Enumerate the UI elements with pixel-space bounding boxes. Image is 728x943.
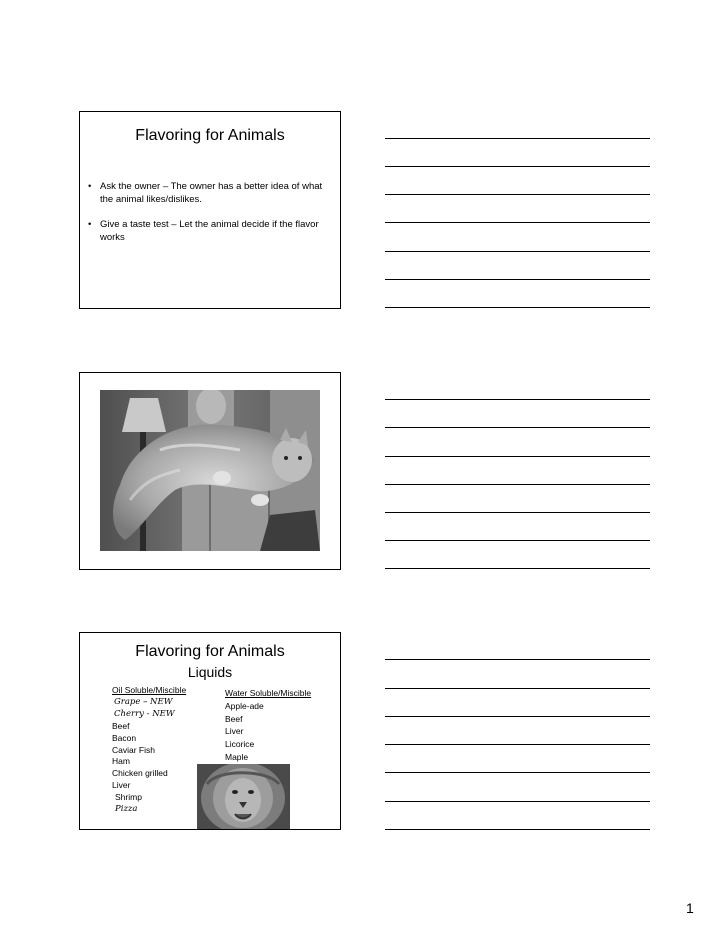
list-item: Shrimp (115, 792, 142, 803)
lion-photo-image (197, 764, 290, 829)
water-soluble-header: Water Soluble/Miscible (225, 688, 312, 698)
bullet-marker: • (88, 181, 92, 192)
note-line (385, 512, 650, 513)
slide-1-title: Flavoring for Animals (135, 127, 285, 144)
slide-2 (79, 372, 341, 570)
cat-photo (100, 390, 320, 551)
cat-photo-image (100, 390, 320, 551)
note-line (385, 399, 650, 400)
note-line (385, 801, 650, 802)
note-line (385, 222, 650, 223)
note-line (385, 307, 650, 308)
list-item: Maple (225, 751, 249, 762)
note-line (385, 659, 650, 660)
list-item: Grape – NEW (114, 696, 173, 707)
note-line (385, 194, 650, 195)
note-line (385, 484, 650, 485)
page-number: 1 (686, 900, 694, 916)
list-item: Ham (112, 756, 130, 767)
bullet-text: Give a taste test – Let the animal decide if the flavor works (100, 219, 319, 243)
oil-soluble-list (112, 685, 186, 816)
bullet-text: Ask the owner – The owner has a better idea of what the animal likes/dislikes. (100, 181, 323, 205)
note-line (385, 456, 650, 457)
list-item: Beef (112, 720, 130, 731)
bullet-item (88, 180, 336, 206)
bullet-item (88, 218, 336, 244)
note-line (385, 688, 650, 689)
list-item: Caviar Fish (112, 744, 155, 755)
bullet-marker: • (88, 219, 92, 230)
slide-3 (79, 632, 341, 830)
slide-1 (79, 111, 341, 309)
list-item: Cherry - NEW (114, 708, 175, 719)
note-line (385, 716, 650, 717)
lion-photo (197, 764, 290, 829)
slide-3-title: Flavoring for Animals (135, 643, 285, 660)
list-item: Liver (225, 726, 244, 737)
list-item: Licorice (225, 739, 255, 750)
note-line (385, 279, 650, 280)
note-line (385, 540, 650, 541)
note-line (385, 427, 650, 428)
note-line (385, 772, 650, 773)
note-line (385, 251, 650, 252)
note-line (385, 744, 650, 745)
note-line (385, 166, 650, 167)
note-line (385, 829, 650, 830)
oil-soluble-header: Oil Soluble/Miscible (112, 685, 187, 695)
water-soluble-list (225, 687, 311, 764)
note-line (385, 138, 650, 139)
list-item: Apple-ade (225, 700, 264, 711)
list-item: Pizza (115, 804, 138, 815)
list-item: Chicken grilled (112, 768, 168, 779)
list-item: Bacon (112, 732, 137, 743)
slide-1-bullet-list (88, 180, 336, 256)
note-line (385, 568, 650, 569)
slide-3-subtitle: Liquids (187, 664, 233, 680)
list-item: Beef (225, 713, 243, 724)
list-item: Liver (112, 780, 131, 791)
